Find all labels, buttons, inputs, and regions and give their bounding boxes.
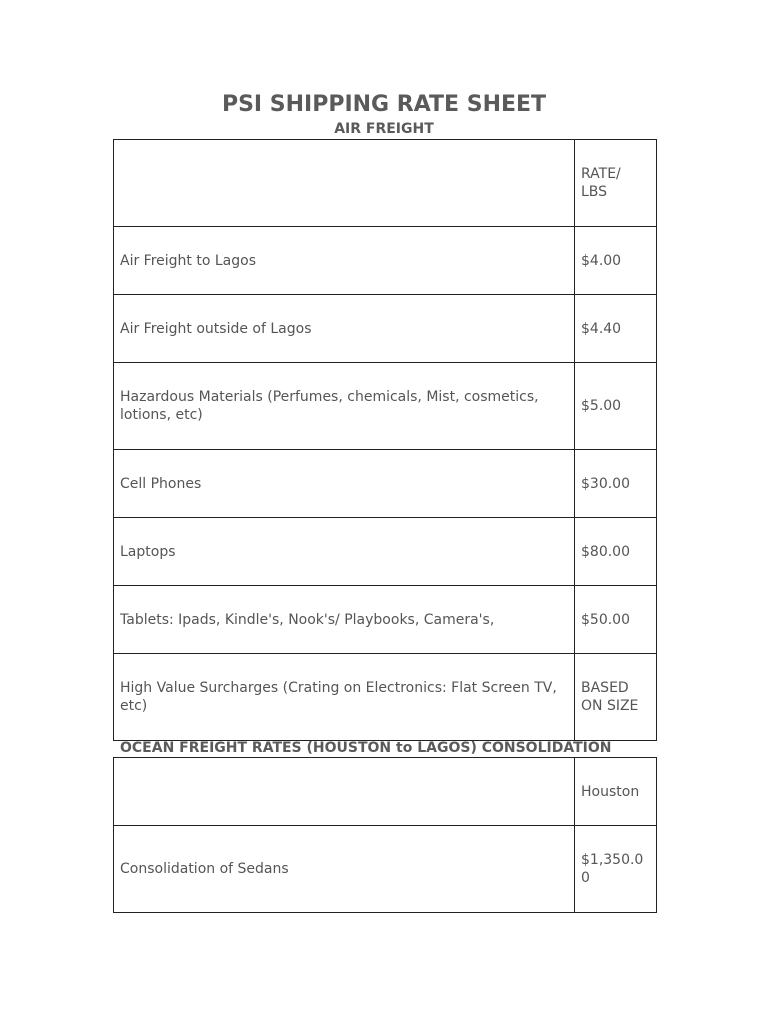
rate-cell: $1,350.00 (575, 826, 657, 913)
section-title-ocean-freight: OCEAN FREIGHT RATES (HOUSTON to LAGOS) CONSOLIDATION (120, 740, 612, 756)
table-row (114, 363, 657, 450)
table-row (114, 654, 657, 741)
table-row (114, 450, 657, 518)
rate-cell: $4.00 (575, 227, 657, 295)
table-row (114, 227, 657, 295)
air-freight-table (113, 139, 657, 741)
item-cell: Tablets: Ipads, Kindle's, Nook's/ Playbooks, Camera's, (114, 586, 575, 654)
item-cell: Cell Phones (114, 450, 575, 518)
item-cell: Air Freight outside of Lagos (114, 295, 575, 363)
page-title: PSI SHIPPING RATE SHEET (221, 92, 547, 117)
header-item-cell (114, 758, 575, 826)
rate-cell: $4.40 (575, 295, 657, 363)
item-cell: Consolidation of Sedans (114, 826, 575, 913)
item-cell: High Value Surcharges (Crating on Electronics: Flat Screen TV, etc) (114, 654, 575, 741)
item-cell: Laptops (114, 518, 575, 586)
table-row (114, 586, 657, 654)
table-header-row (114, 140, 657, 227)
item-cell: Hazardous Materials (Perfumes, chemicals, Mist, cosmetics, lotions, etc) (114, 363, 575, 450)
header-location-cell: Houston (575, 758, 657, 826)
rate-cell: $30.00 (575, 450, 657, 518)
rate-cell: $50.00 (575, 586, 657, 654)
rate-cell: BASED ON SIZE (575, 654, 657, 741)
table-row (114, 518, 657, 586)
table-header-row (114, 758, 657, 826)
ocean-freight-table (113, 757, 657, 913)
rate-cell: $80.00 (575, 518, 657, 586)
item-cell: Air Freight to Lagos (114, 227, 575, 295)
header-item-cell (114, 140, 575, 227)
table-row (114, 295, 657, 363)
table-row (114, 826, 657, 913)
rate-cell: $5.00 (575, 363, 657, 450)
section-title-air-freight: AIR FREIGHT (334, 121, 434, 137)
header-rate-cell: RATE/ LBS (575, 140, 657, 227)
